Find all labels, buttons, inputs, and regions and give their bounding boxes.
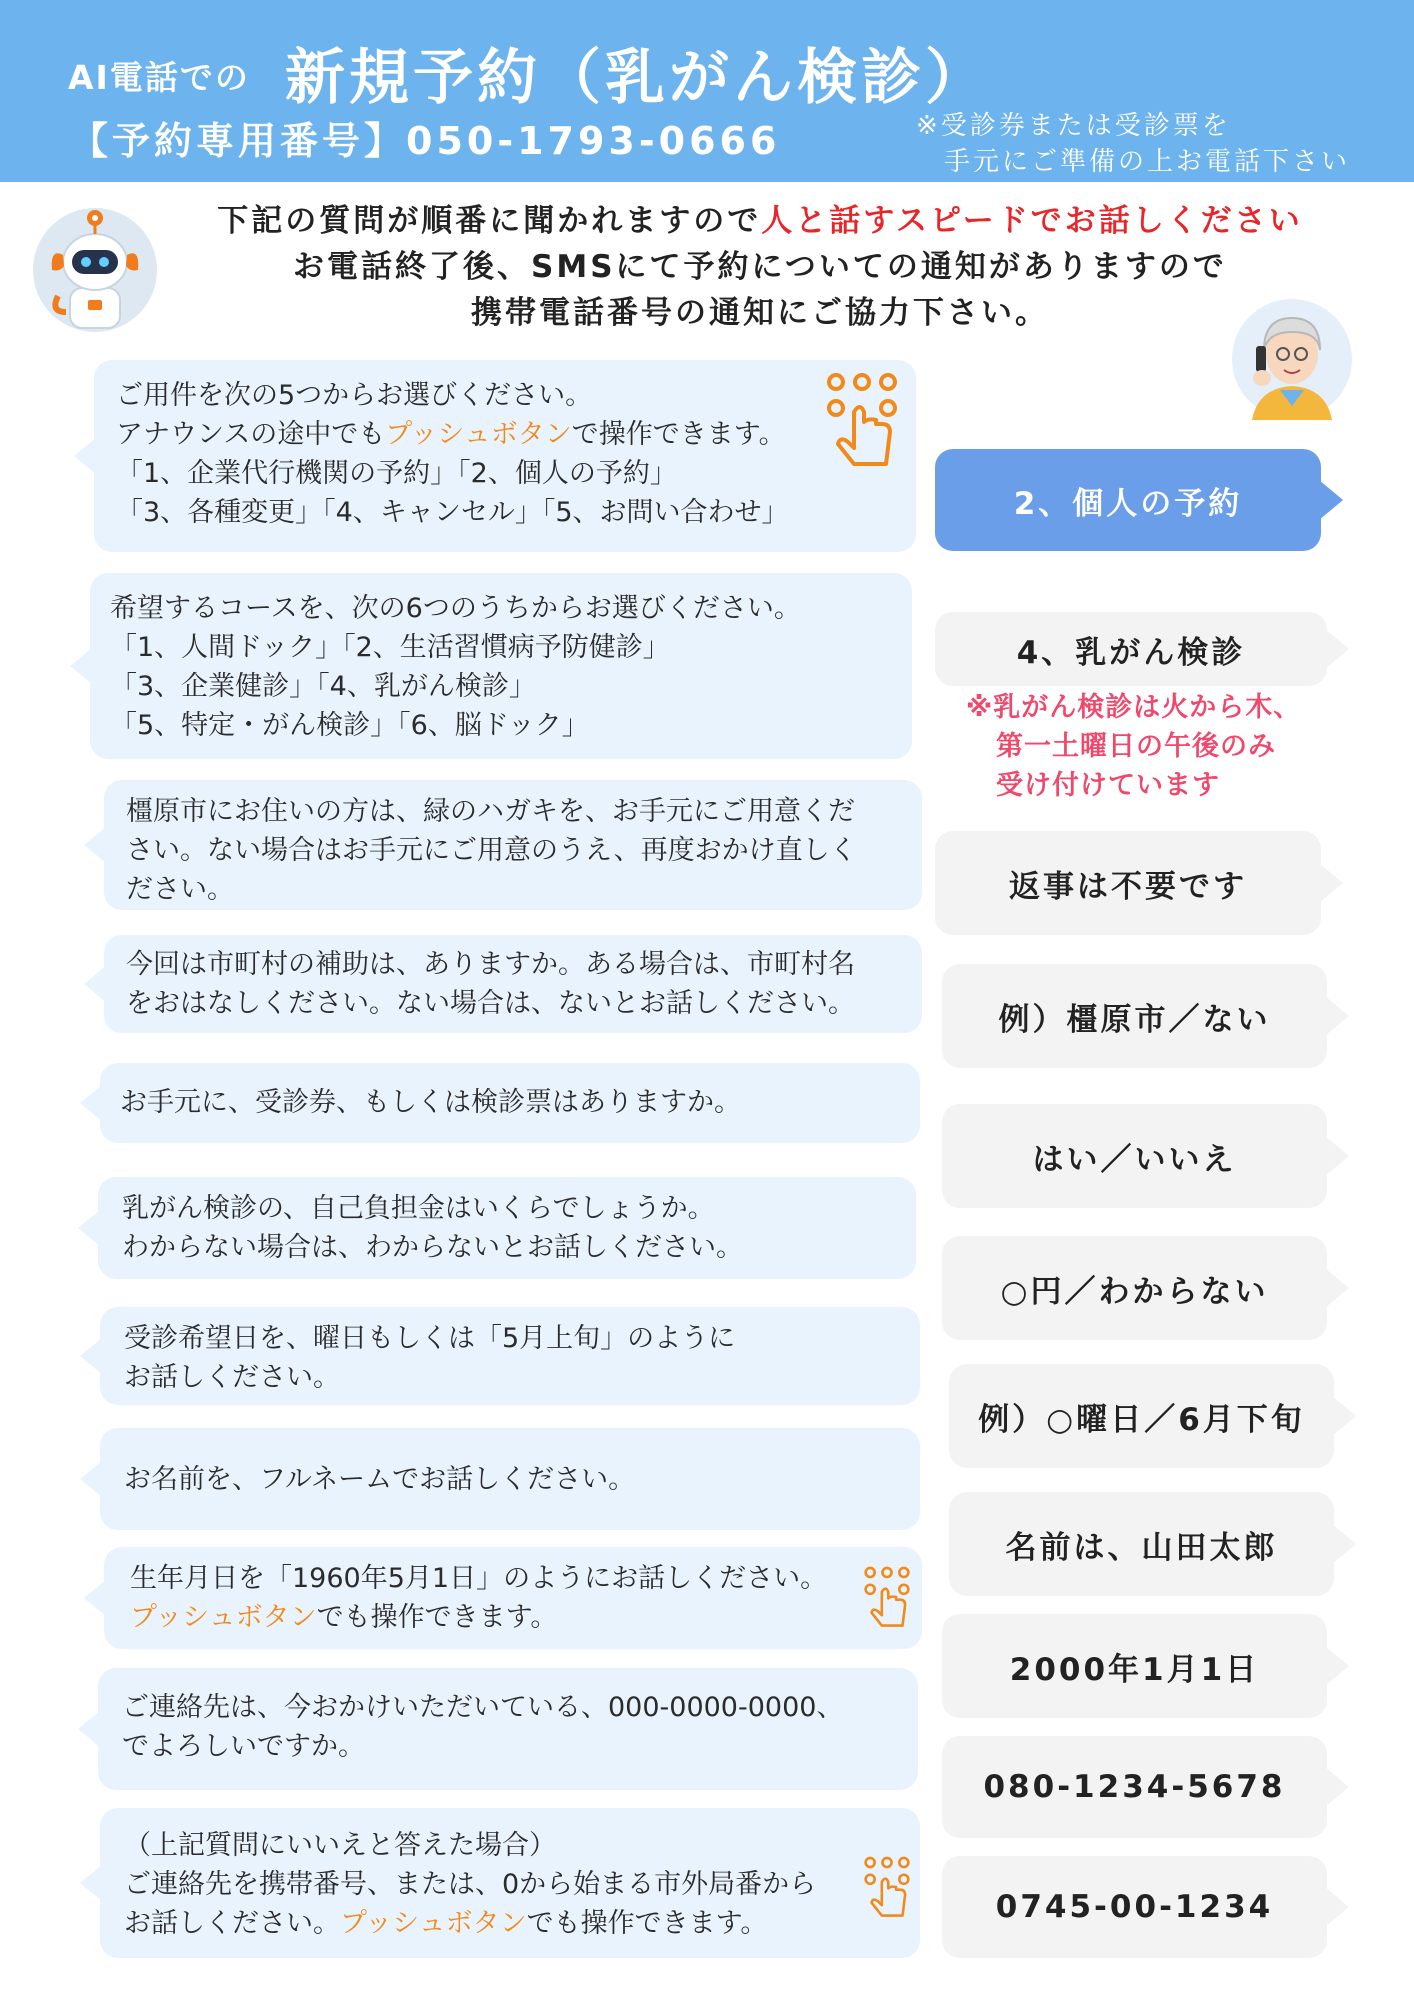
question-bubble-1 [94,360,916,552]
question-1-line-2: アナウンスの途中でもプッシュボタンで操作できます。 [116,419,786,450]
question-bubble-11 [100,1808,920,1958]
question-5-line-1: お手元に、受診券、もしくは検診票はありますか。 [120,1087,741,1118]
question-2-line-4: 「5、特定・がん検診」「6、脳ドック」 [110,710,589,741]
schedule-note [966,688,1326,805]
question-bubble-6 [98,1177,916,1279]
question-3-line-3: ださい。 [126,874,234,905]
question-bubble-3 [104,780,922,910]
question-8-line-1: お名前を、フルネームでお話しください。 [124,1464,636,1495]
question-6-line-1: 乳がん検診の、自己負担金はいくらでしょうか。 [122,1193,715,1224]
question-bubble-10 [98,1668,918,1790]
question-9-line-1: 生年月日を「1960年5月1日」のようにお話しください。 [130,1563,828,1594]
answer-7-preferred-date: 例）○曜日／6月下旬 [949,1364,1334,1468]
question-4-line-1: 今回は市町村の補助は、ありますか。ある場合は、市町村名 [126,949,855,980]
question-1-line-4: 「3、各種変更」「4、キャンセル」「5、お問い合わせ」 [116,497,789,528]
robot-mascot-icon [30,200,160,335]
header-prefix: AI電話での [68,58,250,97]
question-11-line-1: （上記質問にいいえと答えた場合） [124,1830,556,1861]
question-bubble-7 [100,1307,920,1405]
intro-line1-emphasis: 人と話すスピードでお話しください [761,203,1303,239]
intro-line1: 下記の質問が順番に聞かれますので [217,203,762,239]
woman-on-phone-icon [1228,298,1356,420]
answer-3-no-reply-needed: 返事は不要です [935,831,1321,935]
push-button-keypad-icon [824,372,900,478]
question-6-line-2: わからない場合は、わからないとお話しください。 [122,1232,743,1263]
question-2-line-3: 「3、企業健診」「4、乳がん検診」 [110,671,536,702]
question-bubble-9 [104,1547,922,1649]
answer-5-yes-no: はい／いいえ [942,1104,1327,1208]
question-4-line-2: をおはなしください。ない場合は、ないとお話しください。 [126,988,855,1019]
header-banner [0,0,1414,182]
question-1-line-1: ご用件を次の5つからお選びください。 [116,380,593,411]
question-7-line-1: 受診希望日を、曜日もしくは「5月上旬」のように [124,1323,736,1354]
intro-line3: 携帯電話番号の通知にご協力下さい。 [471,295,1049,331]
question-bubble-5 [100,1063,920,1143]
reservation-phone-number: 【予約専用番号】050-1793-0666 [70,119,781,163]
intro-line2: お電話終了後、SMSにて予約についての通知がありますので [293,249,1227,285]
question-1-line-3: 「1、企業代行機関の予約」「2、個人の予約」 [116,458,677,489]
question-2-line-1: 希望するコースを、次の6つのうちからお選びください。 [110,593,801,624]
answer-6-amount: ○円／わからない [942,1236,1327,1340]
schedule-note-line-2: 第一土曜日の午後のみ [996,731,1276,762]
answer-11-landline: 0745-00-1234 [942,1856,1327,1958]
question-9-line-2: プッシュボタンでも操作できます。 [130,1602,558,1633]
question-11-line-2: ご連絡先を携帯番号、または、0から始まる市外局番から [124,1869,817,1900]
question-11-line-3: お話しください。プッシュボタンでも操作できます。 [124,1908,768,1939]
answer-2-breast-cancer-screening: 4、乳がん検診 [935,612,1327,686]
header-note-line2: 手元にご準備の上お電話下さい [944,147,1351,177]
question-bubble-2 [90,573,912,759]
schedule-note-line-1: ※乳がん検診は火から木、 [966,692,1302,723]
question-bubble-4 [104,935,922,1033]
question-2-line-2: 「1、人間ドック」「2、生活習慣病予防健診」 [110,632,670,663]
header-note-line1: ※受診券または受診票を [916,111,1231,141]
question-bubble-8 [100,1428,920,1530]
answer-4-municipality: 例）橿原市／ない [942,964,1327,1068]
page-title: 新規予約（乳がん検診） [285,43,989,113]
answer-9-birthdate: 2000年1月1日 [942,1614,1327,1718]
answer-10-phone: 080-1234-5678 [942,1736,1327,1838]
intro-text [170,198,1350,336]
question-3-line-2: さい。ない場合はお手元にご用意のうえ、再度おかけ直しく [126,835,857,866]
push-button-keypad-icon [862,1856,912,1926]
question-10-line-2: でよろしいですか。 [122,1731,365,1762]
answer-8-name: 名前は、山田太郎 [949,1492,1334,1596]
push-button-keypad-icon [862,1566,912,1636]
schedule-note-line-3: 受け付けています [996,770,1220,801]
question-7-line-2: お話しください。 [124,1362,340,1393]
question-10-line-1: ご連絡先は、今おかけいただいている、000-0000-0000、 [122,1692,844,1723]
question-3-line-1: 橿原市にお住いの方は、緑のハガキを、お手元にご用意くだ [126,796,855,827]
answer-1-personal-reservation: 2、個人の予約 [935,449,1321,551]
